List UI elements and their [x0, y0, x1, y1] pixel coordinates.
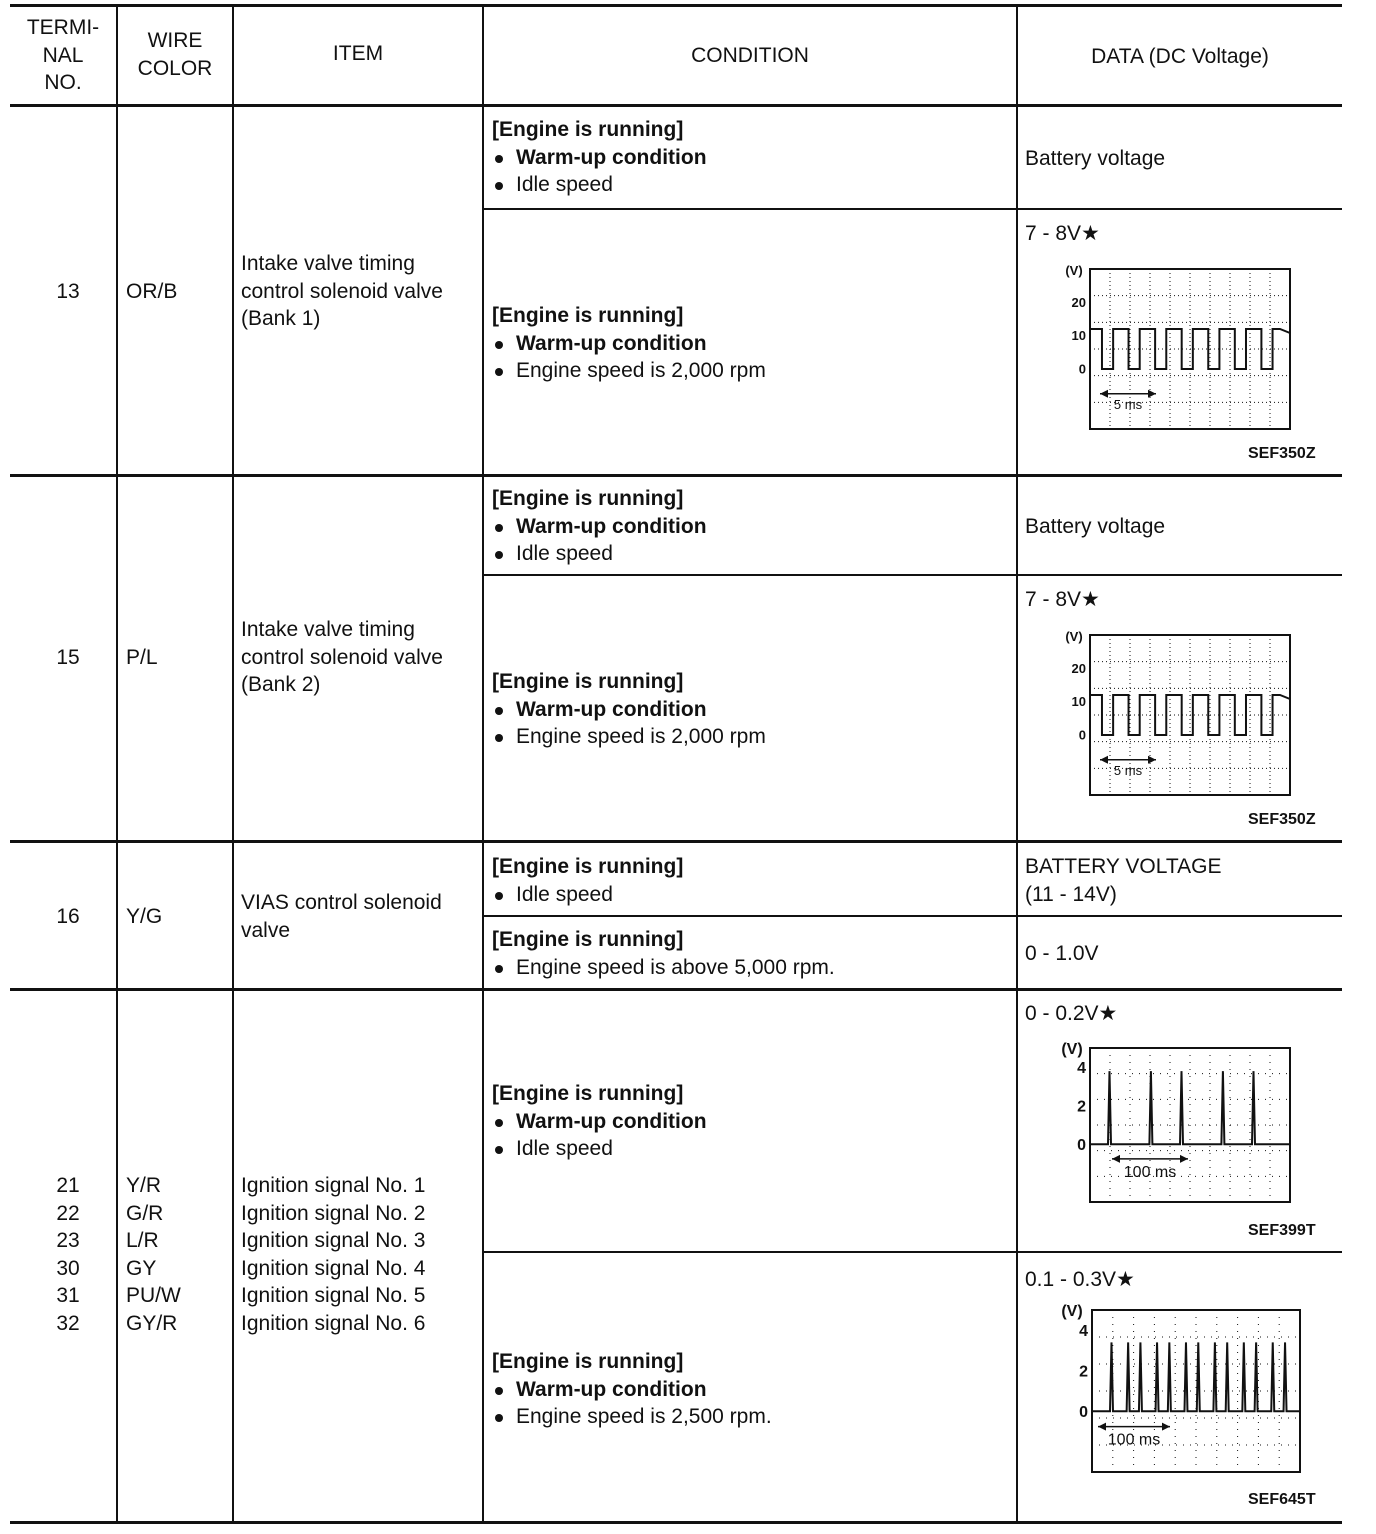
- wire-color: P/L: [126, 646, 158, 669]
- time-scale-label: 5 ms: [1113, 396, 1143, 412]
- figure-code: SEF399T: [1248, 1222, 1316, 1239]
- condition-block: [492, 853, 683, 908]
- terminal-16: 16: [56, 905, 80, 928]
- waveform-line: [1090, 1071, 1290, 1144]
- item-label: [241, 250, 443, 333]
- condition-block: [492, 302, 766, 385]
- condition-bullet: Engine speed is above 5,000 rpm.: [492, 954, 835, 982]
- time-scale-label: 100 ms: [1123, 1163, 1177, 1181]
- axis-unit: (V): [1065, 629, 1083, 644]
- terminal-number: 21: [56, 1174, 80, 1197]
- condition-heading: [Engine is running]: [492, 670, 684, 693]
- condition-block: [492, 1348, 772, 1431]
- item-label: [241, 889, 442, 944]
- item-line: control solenoid valve: [241, 645, 443, 669]
- condition-heading: [Engine is running]: [492, 118, 684, 141]
- item-line: Ignition signal No. 6: [241, 1311, 426, 1335]
- item-line: Ignition signal No. 4: [241, 1256, 426, 1280]
- terminal-13: 13: [56, 280, 80, 303]
- tick-label: 0: [1078, 727, 1086, 743]
- item-line: Ignition signal No. 1: [241, 1174, 426, 1197]
- item-line: Intake valve timing: [241, 252, 415, 275]
- condition-bullet: Engine speed is 2,000 rpm: [492, 723, 766, 751]
- condition-bullet: Warm-up condition: [492, 513, 707, 541]
- condition-bullet: Warm-up condition: [492, 1376, 772, 1404]
- wire-color: PU/W: [126, 1284, 181, 1307]
- condition-bullet: Idle speed: [492, 881, 683, 909]
- rule: [483, 574, 1342, 576]
- rule: [10, 104, 1342, 107]
- figure-code: SEF645T: [1248, 1491, 1316, 1508]
- rule: [10, 988, 1342, 991]
- tick-label: 2: [1079, 1363, 1088, 1381]
- tick-label: 0: [1077, 1136, 1086, 1154]
- rule: [10, 840, 1342, 843]
- item-line: valve: [241, 918, 291, 942]
- axis-unit: (V): [1065, 263, 1083, 278]
- condition-bullet: Warm-up condition: [492, 330, 766, 358]
- tick-label: 2: [1077, 1098, 1086, 1116]
- wire-color: GY/R: [126, 1311, 178, 1335]
- tick-label: 0: [1079, 1403, 1088, 1421]
- rule: [483, 1251, 1342, 1253]
- wire-color: Y/R: [126, 1174, 162, 1197]
- data-value: Battery voltage: [1025, 515, 1166, 538]
- condition-bullet: Engine speed is 2,500 rpm.: [492, 1403, 772, 1431]
- condition-heading: [Engine is running]: [492, 487, 684, 510]
- condition-heading: [Engine is running]: [492, 1082, 684, 1105]
- data-line: (11 - 14V): [1025, 882, 1117, 906]
- tick-label: 0: [1078, 361, 1086, 377]
- wire-color: G/R: [126, 1201, 164, 1225]
- condition-heading: [Engine is running]: [492, 928, 684, 951]
- tick-label: 4: [1077, 1059, 1086, 1077]
- condition-heading: [Engine is running]: [492, 1350, 684, 1373]
- data-value: Battery voltage: [1025, 147, 1166, 170]
- terminal-number: 23: [56, 1229, 80, 1252]
- header-wire-color: [118, 27, 232, 82]
- terminal-list: [10, 1172, 126, 1337]
- condition-block: [492, 485, 707, 568]
- condition-heading: [Engine is running]: [492, 304, 684, 327]
- data-value: 7 - 8V★: [1025, 222, 1100, 245]
- rule: [232, 4, 234, 1524]
- rule: [483, 915, 1342, 917]
- header-item: ITEM: [332, 42, 384, 65]
- item-line: Ignition signal No. 3: [241, 1229, 426, 1252]
- item-line: (Bank 2): [241, 673, 321, 696]
- rule: [482, 4, 484, 1524]
- tick-label: 4: [1079, 1322, 1088, 1340]
- data-value: [1025, 853, 1221, 908]
- header-text: COLOR: [137, 56, 213, 80]
- scope-square: [1060, 628, 1300, 800]
- figure-code: SEF350Z: [1248, 811, 1316, 828]
- terminal-number: 30: [56, 1256, 80, 1280]
- time-scale-label: 5 ms: [1113, 762, 1143, 778]
- condition-block: [492, 116, 707, 199]
- rule: [10, 1521, 1342, 1524]
- data-value: 7 - 8V★: [1025, 588, 1100, 611]
- wire-color: OR/B: [126, 280, 178, 303]
- header-text: WIRE: [147, 29, 203, 52]
- data-line: BATTERY VOLTAGE: [1025, 855, 1222, 878]
- tick-label: 10: [1071, 694, 1086, 710]
- condition-bullet: Warm-up condition: [492, 144, 707, 172]
- scope-spike: [1052, 1302, 1312, 1478]
- condition-bullet: Warm-up condition: [492, 696, 766, 724]
- axis-unit: (V): [1061, 1041, 1083, 1058]
- scope-spike: [1052, 1040, 1302, 1212]
- item-line: Ignition signal No. 5: [241, 1284, 426, 1307]
- item-line: Ignition signal No. 2: [241, 1201, 426, 1225]
- rule: [10, 474, 1342, 477]
- item-line: (Bank 1): [241, 307, 321, 330]
- item-line: Intake valve timing: [241, 618, 415, 641]
- rule: [1016, 4, 1018, 1524]
- terminal-number: 32: [56, 1311, 80, 1335]
- data-value: 0 - 1.0V: [1025, 942, 1099, 965]
- header-text: TERMI-: [26, 16, 100, 39]
- wire-color: Y/G: [126, 905, 163, 928]
- axis-unit: (V): [1061, 1303, 1083, 1320]
- condition-block: [492, 926, 835, 981]
- tick-label: 20: [1071, 660, 1086, 676]
- condition-bullet: Idle speed: [492, 1135, 707, 1163]
- tick-label: 20: [1071, 294, 1086, 310]
- tick-label: 10: [1071, 328, 1086, 344]
- condition-bullet: Idle speed: [492, 171, 707, 199]
- header-text: NAL: [42, 43, 84, 67]
- time-scale-label: 100 ms: [1107, 1431, 1161, 1449]
- item-line: VIAS control solenoid: [241, 891, 442, 914]
- condition-bullet: Idle speed: [492, 540, 707, 568]
- header-condition: CONDITION: [691, 44, 809, 67]
- condition-bullet: Warm-up condition: [492, 1108, 707, 1136]
- wire-color: L/R: [126, 1229, 159, 1252]
- header-data: DATA (DC Voltage): [1091, 45, 1269, 68]
- condition-heading: [Engine is running]: [492, 855, 684, 878]
- rule: [10, 4, 1342, 7]
- header-text: NO.: [44, 71, 82, 94]
- item-list: [241, 1172, 425, 1337]
- item-line: control solenoid valve: [241, 279, 443, 303]
- wire-color-list: [126, 1172, 181, 1337]
- scope-square: [1060, 262, 1300, 434]
- terminal-number: 31: [56, 1284, 80, 1307]
- wire-color: GY: [126, 1256, 157, 1280]
- condition-bullet: Engine speed is 2,000 rpm: [492, 357, 766, 385]
- terminal-15: 15: [56, 646, 80, 669]
- data-value: 0.1 - 0.3V★: [1025, 1268, 1135, 1291]
- terminal-number: 22: [56, 1201, 80, 1225]
- condition-block: [492, 1080, 707, 1163]
- figure-code: SEF350Z: [1248, 445, 1316, 462]
- condition-block: [492, 668, 766, 751]
- header-terminal-no: [10, 14, 116, 97]
- rule: [483, 208, 1342, 210]
- item-label: [241, 616, 443, 699]
- data-value: 0 - 0.2V★: [1025, 1002, 1118, 1025]
